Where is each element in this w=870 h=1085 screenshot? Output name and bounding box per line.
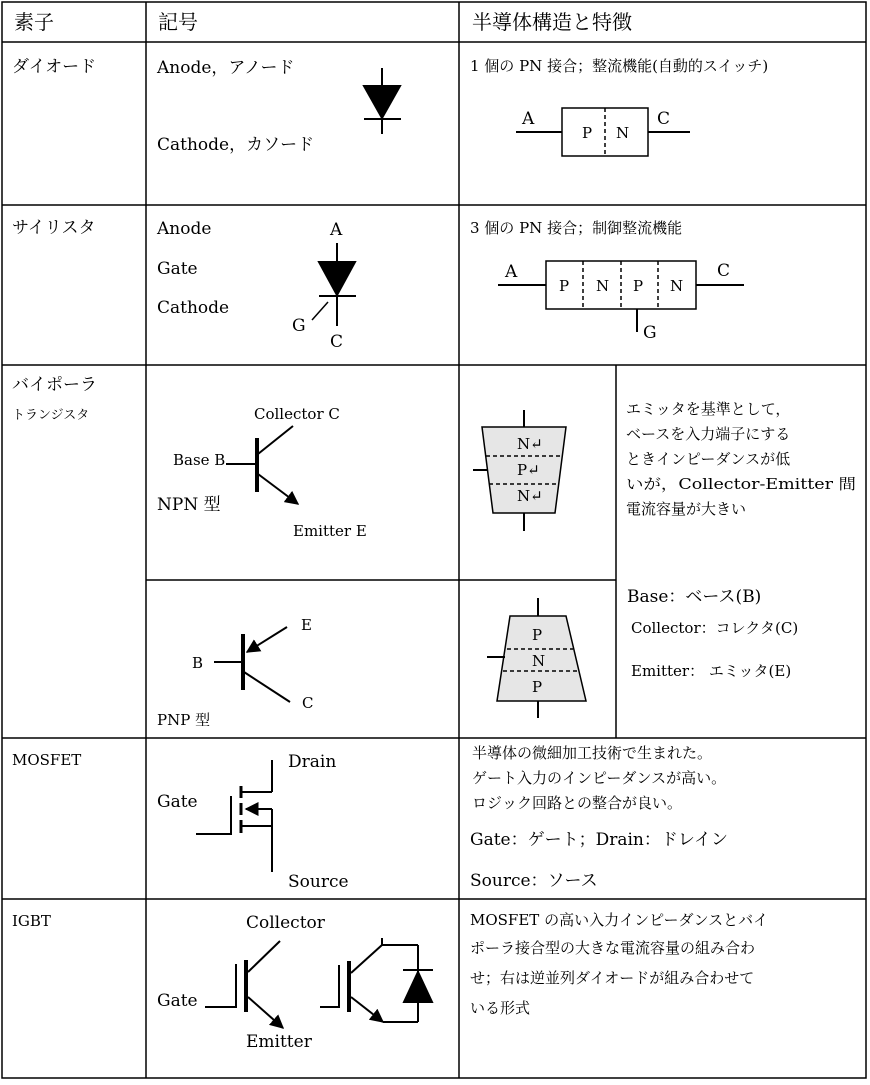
bjt-description: 電流容量が大きい (626, 500, 747, 518)
diode-terminal-c: C (657, 109, 671, 129)
bjt-description: ときインピーダンスが低 (626, 450, 791, 468)
diode-terminal-a: A (522, 109, 535, 129)
igbt-with-diode-symbol-icon (320, 938, 433, 1022)
igbt-gate-label: Gate (157, 991, 198, 1011)
pnp-layer: P (532, 626, 543, 644)
thyristor-cathode-label: Cathode (157, 298, 230, 318)
igbt-symbol-icon (205, 941, 283, 1028)
bjt-term-emitter: Emitter： エミッタ(E) (631, 662, 792, 680)
diode-symbol-icon (364, 68, 401, 134)
igbt-collector-label: Collector (246, 913, 325, 933)
thyristor-gate-label: Gate (157, 259, 198, 279)
igbt-description: せ；右は逆並列ダイオードが組み合わせて (470, 969, 755, 987)
diode-layer-n: N (616, 124, 630, 142)
igbt-emitter-label: Emitter (246, 1032, 312, 1052)
pnp-type-label: PNP 型 (157, 711, 211, 729)
npn-transistor-symbol-icon (226, 426, 298, 504)
diode-name: ダイオード (12, 57, 97, 77)
pnp-e-label: E (301, 616, 312, 634)
bjt-term-collector: Collector：コレクタ(C) (631, 619, 799, 637)
mosfet-description: ロジック回路との整合が良い。 (472, 794, 683, 812)
npn-base-label: Base B (173, 451, 226, 469)
pnp-b-label: B (192, 654, 204, 672)
npn-type-label: NPN 型 (157, 495, 221, 515)
npn-emitter-label: Emitter E (293, 522, 367, 540)
thyristor-layer: N (670, 277, 684, 295)
bjt-name-line2: トランジスタ (12, 408, 90, 423)
igbt-description: いる形式 (470, 999, 531, 1017)
mosfet-name: MOSFET (12, 751, 82, 769)
thyristor-terminal-a: A (505, 262, 518, 282)
npn-layer: P↵ (517, 461, 540, 479)
diode-anode-label: Anode，アノード (157, 58, 295, 78)
mosfet-description: Source：ソース (470, 871, 598, 891)
npn-layer: N↵ (517, 435, 543, 453)
mosfet-description: ゲート入力のインピーダンスが高い。 (472, 769, 727, 787)
thyristor-layer: P (633, 277, 644, 295)
diode-cathode-label: Cathode，カソード (157, 135, 315, 155)
thyristor-symbol-icon (312, 243, 356, 326)
mosfet-source-label: Source (288, 872, 349, 892)
pnp-c-label: C (302, 694, 314, 712)
bjt-name-line1: バイポーラ (12, 375, 97, 395)
thyristor-terminal-c: C (717, 261, 731, 281)
thyristor-symbol-g: G (292, 316, 306, 336)
npn-layer: N↵ (517, 487, 543, 505)
bjt-description: いが，Collector-Emitter 間 (626, 475, 856, 493)
header-structure: 半導体構造と特徴 (472, 10, 632, 34)
npn-collector-label: Collector C (254, 405, 340, 423)
diode-description: 1 個の PN 接合；整流機能(自動的スイッチ) (470, 57, 769, 75)
mosfet-gate-label: Gate (157, 792, 198, 812)
thyristor-symbol-c: C (330, 332, 344, 352)
thyristor-layer: P (559, 277, 570, 295)
pnp-transistor-symbol-icon (214, 627, 290, 702)
header-element: 素子 (14, 10, 54, 34)
thyristor-name: サイリスタ (12, 218, 96, 238)
thyristor-symbol-a: A (330, 220, 343, 240)
mosfet-symbol-icon (196, 760, 272, 872)
mosfet-description: 半導体の微細加工技術で生まれた。 (472, 744, 713, 762)
diode-layer-p: P (582, 124, 593, 142)
thyristor-layer: N (596, 277, 610, 295)
igbt-name: IGBT (12, 912, 51, 930)
mosfet-drain-label: Drain (288, 752, 337, 772)
pnp-layer: N (532, 652, 546, 670)
header-symbol: 記号 (158, 10, 198, 34)
bjt-description: エミッタを基準として， (626, 400, 791, 418)
pnp-layer: P (532, 678, 543, 696)
igbt-description: ポーラ接合型の大きな電流容量の組み合わ (470, 939, 756, 957)
bjt-description: ベースを入力端子にする (626, 425, 791, 443)
bjt-term-base: Base：ベース(B) (627, 587, 762, 607)
thyristor-description: 3 個の PN 接合；制御整流機能 (470, 219, 683, 237)
mosfet-description: Gate：ゲート；Drain：ドレイン (470, 830, 729, 850)
thyristor-terminal-g: G (643, 323, 657, 343)
thyristor-anode-label: Anode (157, 219, 212, 239)
igbt-description: MOSFET の高い入力インピーダンスとバイ (470, 911, 769, 929)
thyristor-pnpn-structure-icon (498, 261, 744, 332)
